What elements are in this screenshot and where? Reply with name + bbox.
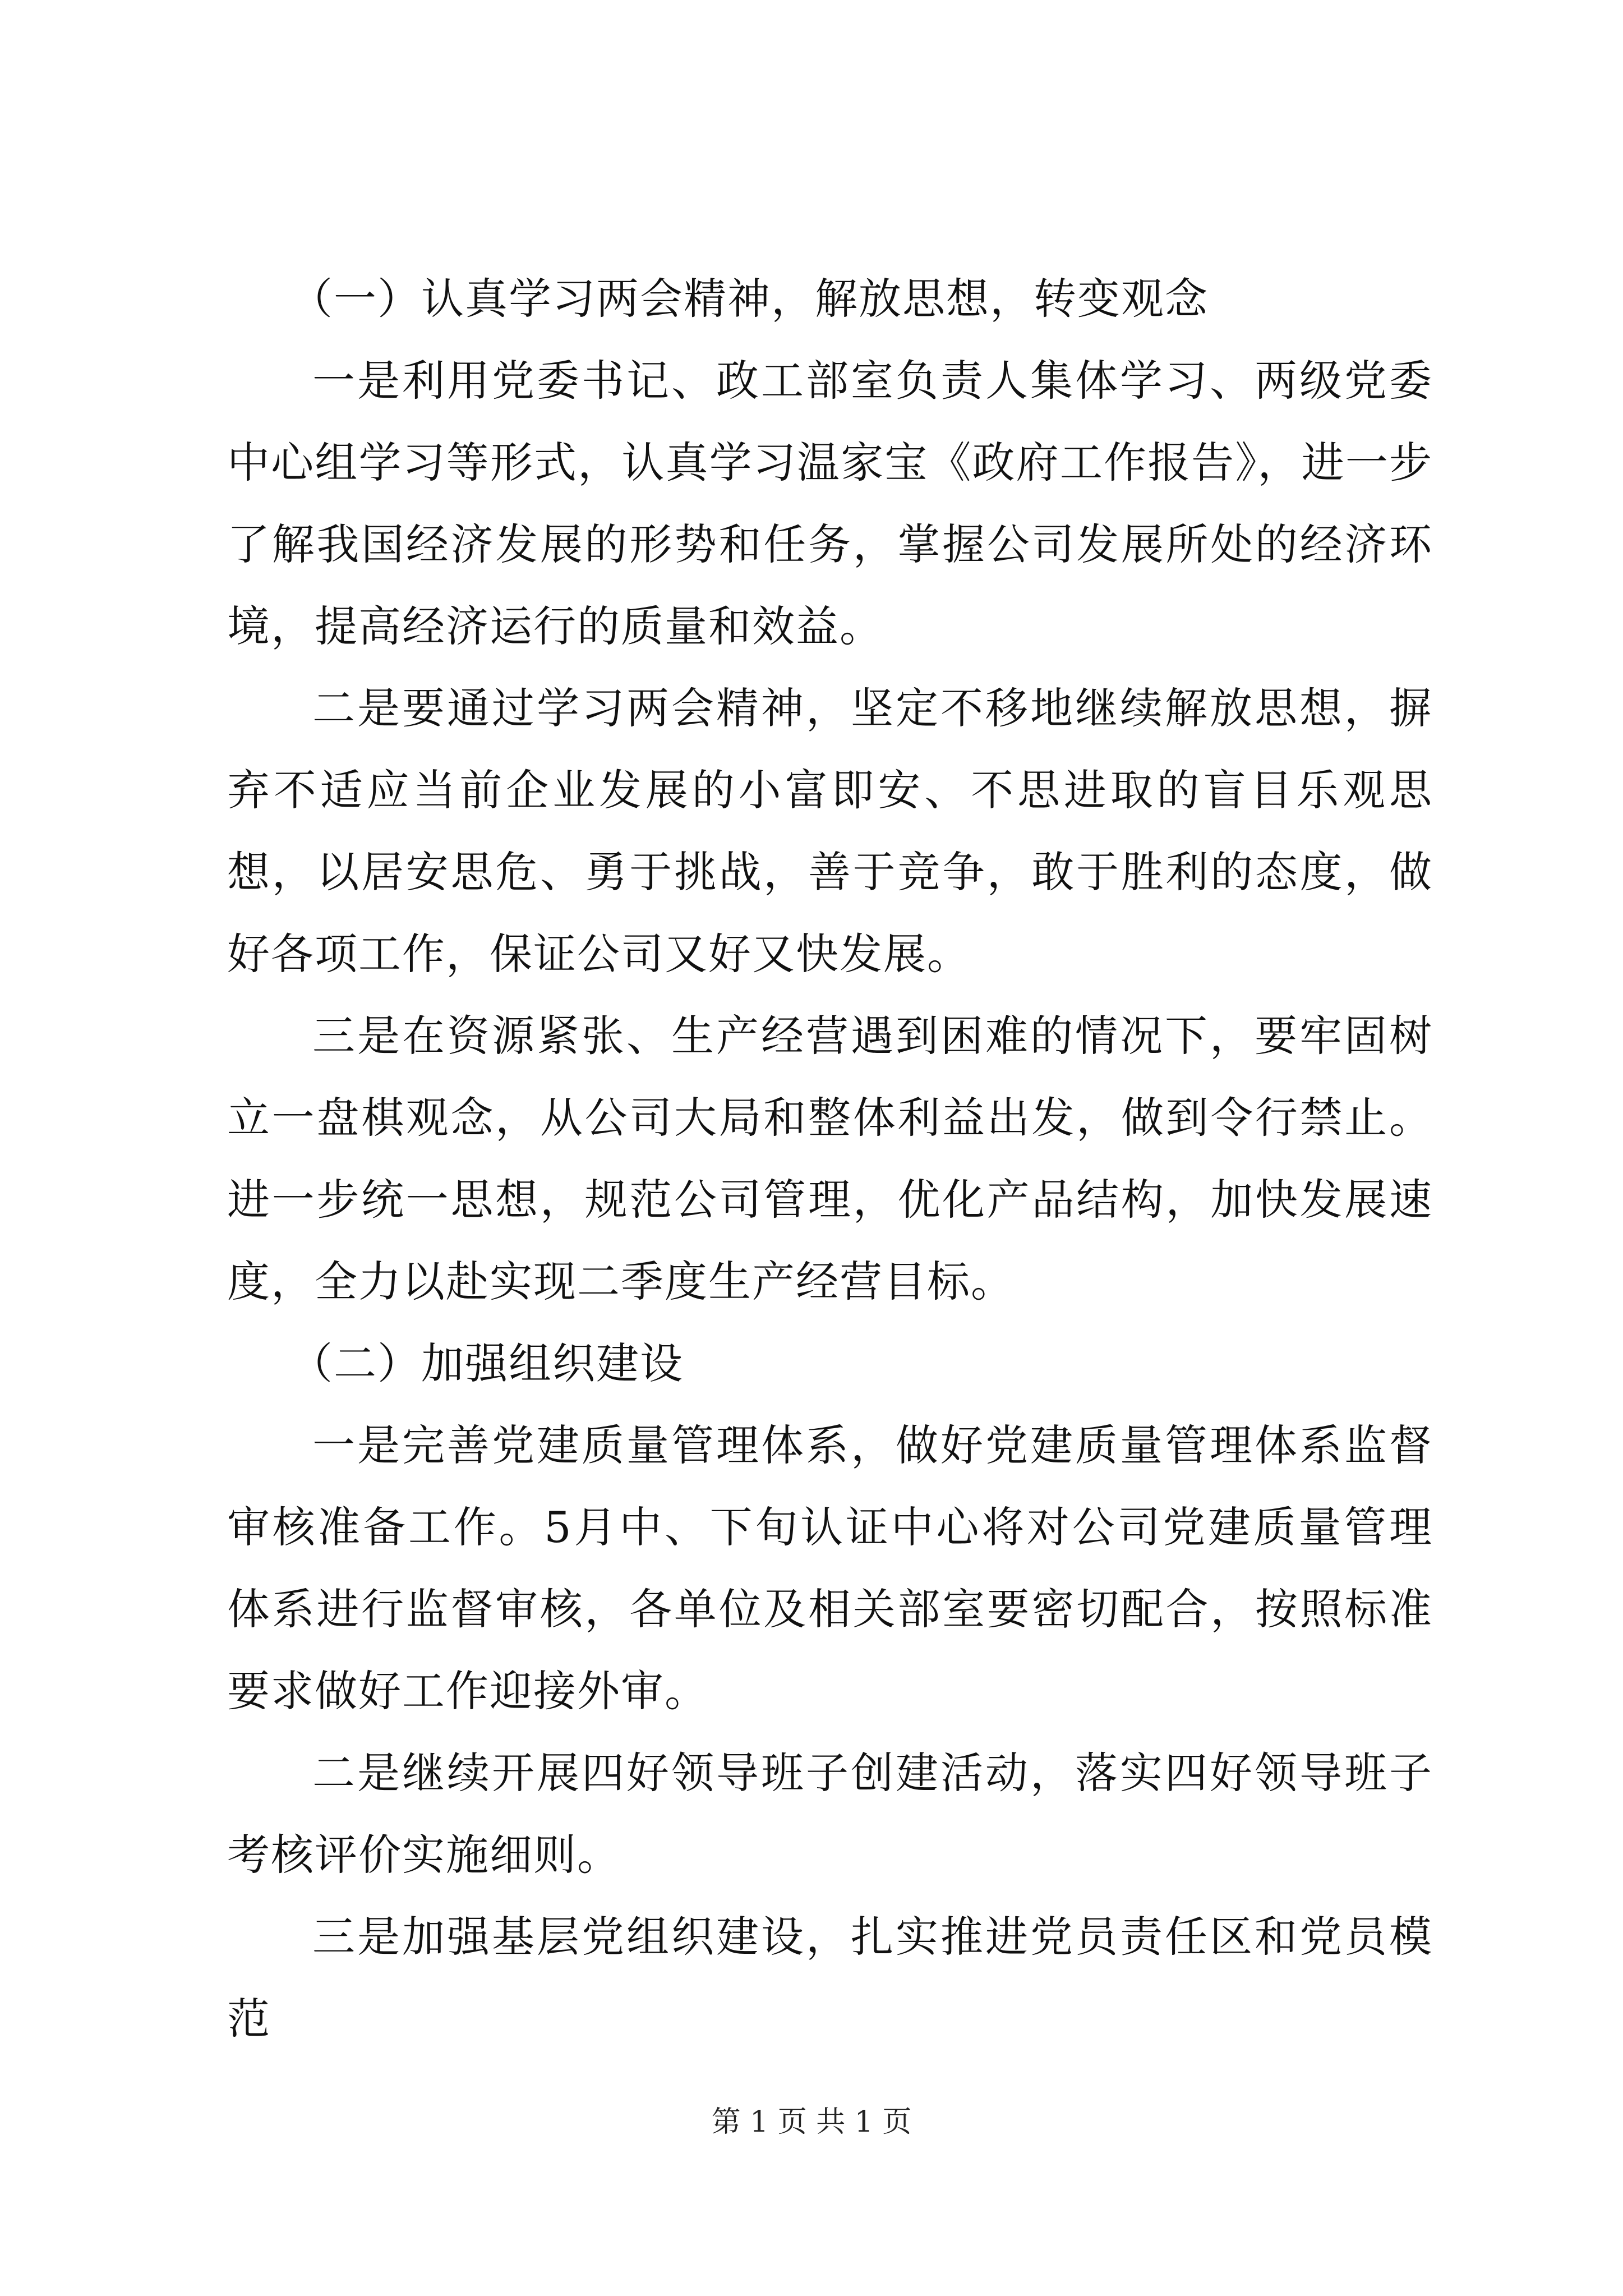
paragraph-6: 三是加强基层党组织建设，扎实推进党员责任区和党员模范 [227, 1912, 1433, 2044]
paragraph-1: 一是利用党委书记、政工部室负责人集体学习、两级党委中心组学习等形式，认真学习温家宝《政府工作报告》，进一步了解我国经济发展的形势和任务，掌握公司发展所处的经济环境，提高经济运行的质量和效益。 [227, 356, 1433, 651]
paragraph-5: 二是继续开展四好领导班子创建活动，落实四好领导班子考核评价实施细则。 [227, 1748, 1433, 1880]
document-body [227, 258, 1433, 2060]
paragraph-3: 三是在资源紧张、生产经营遇到困难的情况下，要牢固树立一盘棋观念，从公司大局和整体利益出发，做到令行禁止。进一步统一思想，规范公司管理，优化产品结构，加快发展速度，全力以赴实现二季度生产经营目标。 [227, 1011, 1433, 1306]
section-heading-2: （二）加强组织建设 [290, 1338, 684, 1388]
page-footer: 第 1 页 共 1 页 [711, 2105, 912, 2139]
paragraph-4: 一是完善党建质量管理体系，做好党建质量管理体系监督审核准备工作。5月中、下旬认证中心将对公司党建质量管理体系进行监督审核，各单位及相关部室要密切配合，按照标准要求做好工作迎接外审。 [227, 1420, 1433, 1716]
section-heading-1: （一）认真学习两会精神，解放思想，转变观念 [290, 274, 1209, 324]
paragraph-2: 二是要通过学习两会精神，坚定不移地继续解放思想，摒弃不适应当前企业发展的小富即安、不思进取的盲目乐观思想，以居安思危、勇于挑战，善于竞争，敢于胜利的态度，做好各项工作，保证公司又好又快发展。 [227, 683, 1433, 979]
